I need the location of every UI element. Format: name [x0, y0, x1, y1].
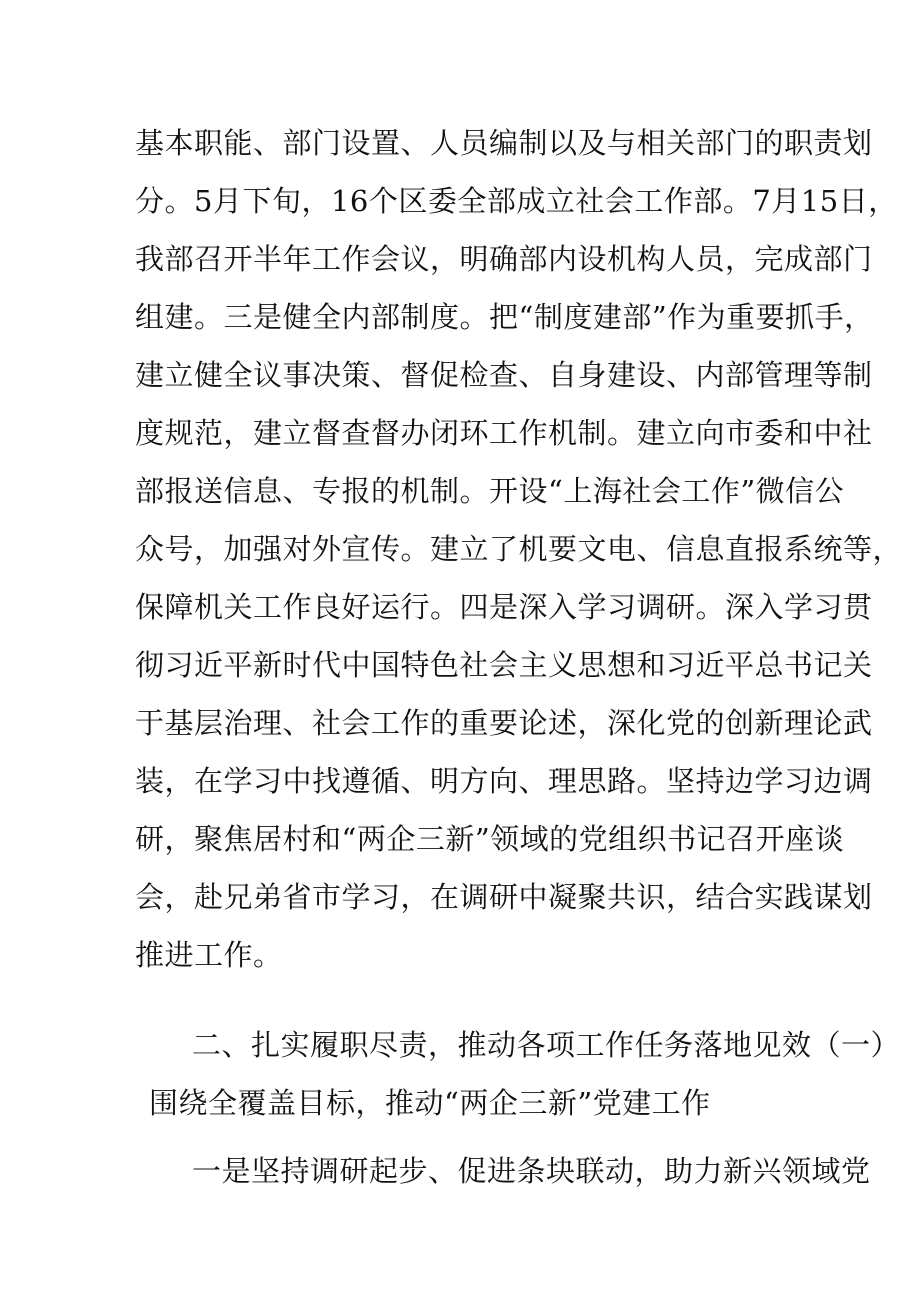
- text-line-5: 建立健全议事决策、督促检查、自身建设、内部管理等制: [135, 358, 873, 392]
- text-line-4: 组建。三是健全内部制度。把“制度建部”作为重要抓手，: [135, 300, 874, 334]
- text-line-7: 部报送信息、专报的机制。开设“上海社会工作”微信公: [135, 474, 845, 508]
- text-line-14: 会，赴兄弟省市学习，在调研中凝聚共识，结合实践谋划: [135, 880, 873, 914]
- text-line-1: 基本职能、部门设置、人员编制以及与相关部门的职责划: [135, 126, 873, 160]
- text-line-12: 装，在学习中找遵循、明方向、理思路。坚持边学习边调: [135, 764, 873, 798]
- text-line-6: 度规范，建立督查督办闭环工作机制。建立向市委和中社: [135, 416, 873, 450]
- text-line-15: 推进工作。: [135, 938, 283, 972]
- text-line-2: 分。5月下旬，16个区委全部成立社会工作部。7月15日，: [135, 184, 898, 218]
- text-line-13: 研，聚焦居村和“两企三新”领域的党组织书记召开座谈: [135, 822, 845, 856]
- text-line-3: 我部召开半年工作会议，明确部内设机构人员，完成部门: [135, 242, 873, 276]
- section-heading-line-1: 二、扎实履职尽责，推动各项工作任务落地见效（一）: [192, 1028, 901, 1062]
- text-line-10: 彻习近平新时代中国特色社会主义思想和习近平总书记关: [135, 648, 873, 682]
- paragraph-start-line: 一是坚持调研起步、促进条块联动，助力新兴领域党: [192, 1154, 871, 1188]
- text-line-9: 保障机关工作良好运行。四是深入学习调研。深入学习贯: [135, 590, 873, 624]
- section-heading-line-2: 围绕全覆盖目标，推动“两企三新”党建工作: [149, 1086, 711, 1120]
- text-line-8: 众号，加强对外宣传。建立了机要文电、信息直报系统等，: [135, 532, 903, 566]
- text-line-11: 于基层治理、社会工作的重要论述，深化党的创新理论武: [135, 706, 873, 740]
